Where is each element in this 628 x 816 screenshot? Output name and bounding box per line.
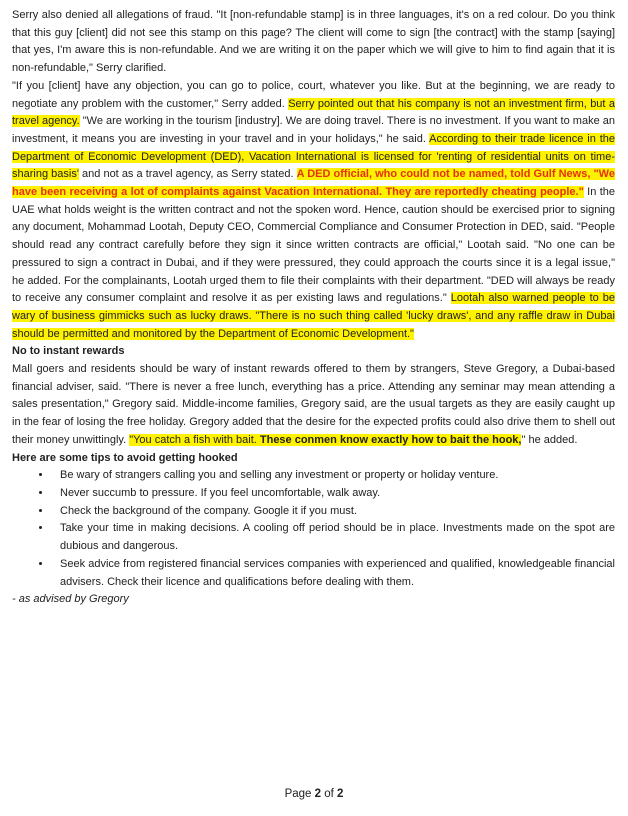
- text-segment: Be wary of strangers calling you and selling any investment or property or holiday venture.: [60, 469, 499, 482]
- list-item: [52, 485, 615, 503]
- highlighted-text-segment: A DED official, who could not be named, told Gulf News, "We have been receiving a lot of complaints against Vacation International. They are reportedly cheating people.": [12, 168, 615, 199]
- text-segment: "If you [client] have any objection, you can go to police, court, whatever you like. But at the beginning, we are ready to negotiate any problem with the customer," Serry added.: [12, 79, 615, 110]
- paragraph-serry-denial: [12, 7, 615, 78]
- text-segment: Here are some tips to avoid getting hooked: [12, 451, 238, 464]
- list-item: [52, 556, 615, 591]
- list-item: [52, 520, 615, 555]
- document-body: [12, 7, 615, 609]
- text-segment: 2: [314, 788, 322, 800]
- text-segment: 2: [337, 788, 344, 800]
- text-segment: of: [321, 788, 338, 800]
- text-segment: Never succumb to pressure. If you feel uncomfortable, walk away.: [60, 486, 381, 499]
- highlighted-text-segment: These conmen know exactly how to bait the hook,: [259, 433, 522, 446]
- highlighted-text-segment: Lootah also warned people to be wary of business gimmicks such as lucky draws. "There is no such thing called 'lucky draws', and any raffle draw in Dubai should be permitted and monitored by the Department of Economic Development.": [12, 292, 615, 340]
- paragraph-ded-complaints: [12, 78, 615, 344]
- text-segment: "We are working in the tourism [industry]. We are doing travel. There is no investment. If you want to make an investment, it means you are investing in your travel and in your holidays," he said.: [12, 115, 615, 145]
- text-segment: In the UAE what holds weight is the written contract and not the spoken word. Hence, caution should be exercised prior to signing any document, Mohammad Lootah, Deputy CEO, Commercial Compliance and Consumer Protection in DED, said. "People should read any contract carefully before they sign it since written contracts are official," Lootah said. "No one can be pressured to sign a contract in Dubai, and if they were pressured, they could approach the courts since it is a legal issue," he added. For the complainants, Lootah urged them to file their complaints with their department. "DED will always be ready to receive any consumer complaint and resolve it as per existing laws and regulations.": [12, 186, 615, 305]
- highlighted-text-segment: Serry pointed out that his company is not an investment firm, but a travel agency.: [12, 97, 615, 128]
- text-segment: Seek advice from registered financial services companies with experienced and qualified, knowledgeable financial advisers. Check their licence and qualifications before dealing with them.: [60, 557, 615, 588]
- attribution-line: [12, 591, 615, 609]
- highlighted-text-segment: According to their trade licence in the Department of Economic Development (DED), Vacation International is licensed for 'renting of residential units on time-sharing basis': [12, 132, 615, 181]
- list-item: [52, 503, 615, 521]
- text-segment: Check the background of the company. Google it if you must.: [60, 504, 357, 517]
- paragraph-instant-rewards: [12, 361, 615, 450]
- text-segment: Take your time in making decisions. A cooling off period should be in place. Investments made on the spot are dubious and dangerous.: [60, 522, 615, 553]
- text-segment: No to instant rewards: [12, 345, 125, 358]
- text-segment: - as advised by Gregory: [12, 593, 129, 606]
- heading-no-instant-rewards: [12, 343, 615, 361]
- list-item: [52, 467, 615, 485]
- heading-tips: [12, 450, 615, 468]
- highlighted-text-segment: "You catch a fish with bait.: [129, 433, 260, 446]
- page-footer: [0, 786, 628, 802]
- tips-list: [12, 467, 615, 591]
- text-segment: Serry also denied all allegations of fraud. "It [non-refundable stamp] is in three languages, it's on a red colour. Do you think that this guy [client] did not see this stamp on this page? The client will come to sign [the contract] with the stamp [saying] that yes, I'm aware this is non-refundable. And we are writing it on the paper which we will give to him to find again that it is non-refundable," Serry clarified.: [12, 9, 615, 75]
- text-segment: Mall goers and residents should be wary of instant rewards offered to them by strangers, Steve Gregory, a Dubai-based financial adviser, said. "There is never a free lunch, everything has a price. Attending any seminar may mean attending a sales presentation," Gregory said. Middle-income families, Gregory said, are the usual targets as they are easily caught up in the fear of losing the free holiday. Gregory added that the desire for the expected profits could also drive them to shell out their money unwittingly.: [12, 363, 615, 446]
- text-segment: Page: [284, 788, 315, 800]
- text-segment: and not as a travel agency, as Serry stated.: [78, 168, 297, 181]
- text-segment: " he added.: [521, 433, 578, 446]
